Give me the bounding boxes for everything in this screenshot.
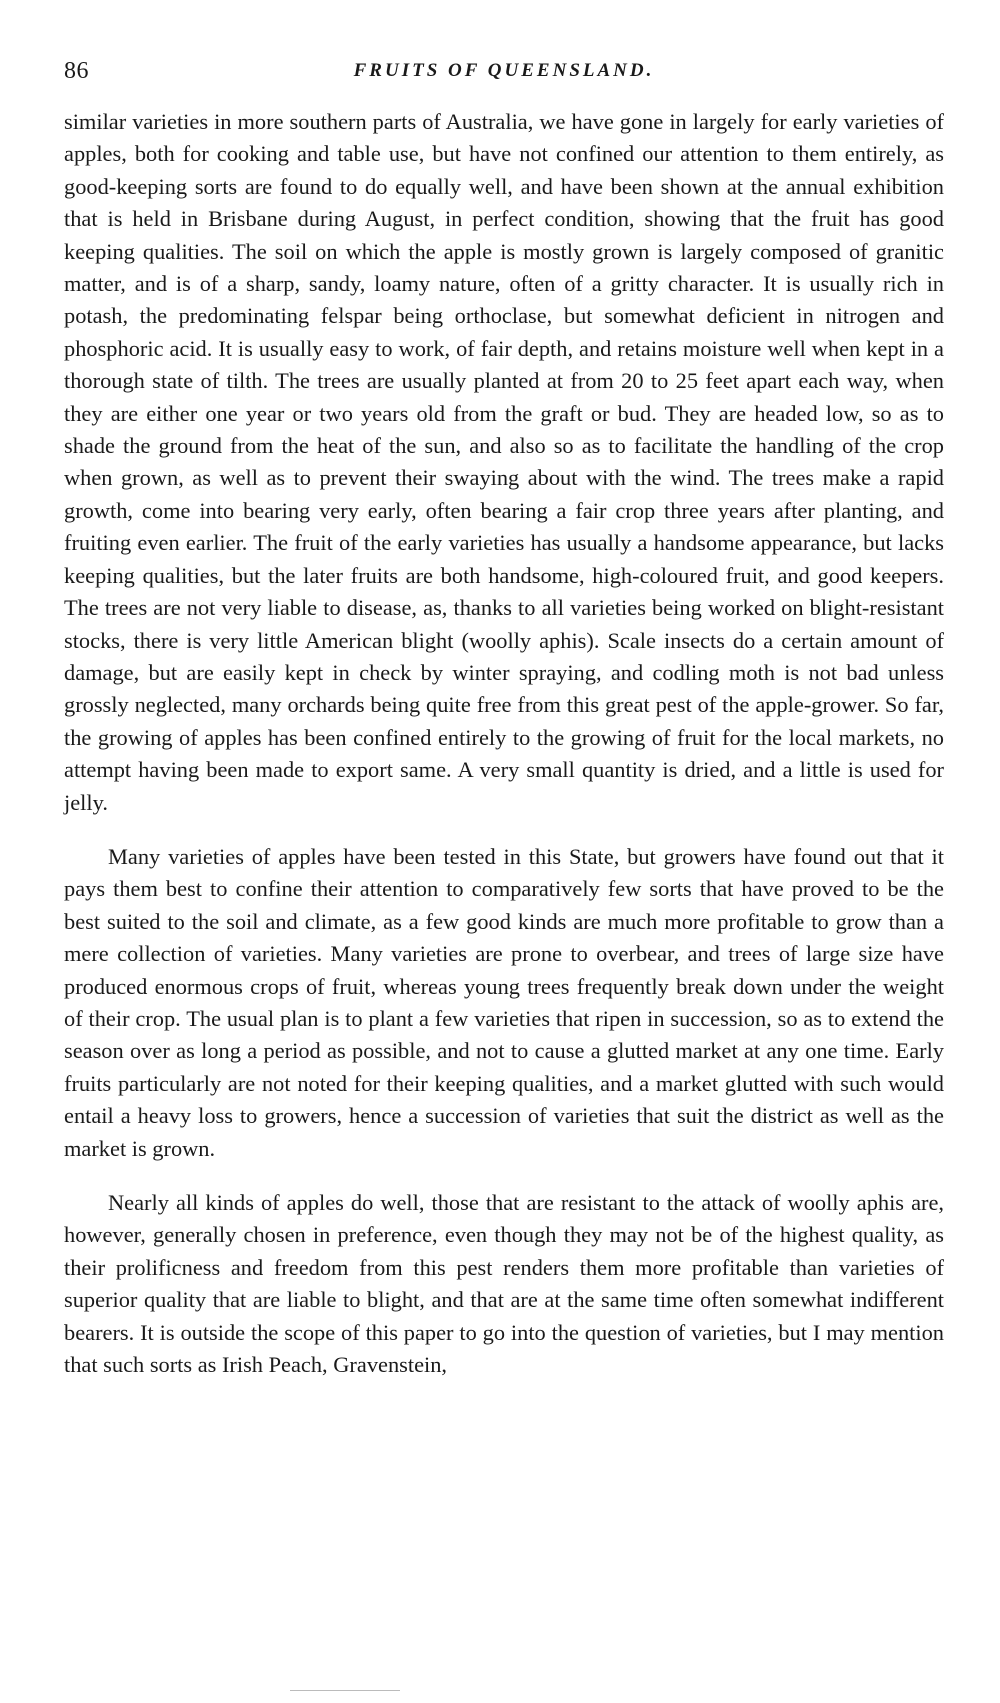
running-title: FRUITS OF QUEENSLAND. <box>353 60 655 81</box>
paragraph-continued: similar varieties in more southern parts of Australia, we have gone in largely for early varieties of apples, both for cooking and table use, but have not confined our attention to them entirely, as good-keeping sorts are found to do equally well, and have been shown at the annual exhibition that is held in Brisbane during August, in perfect condition, showing that the fruit has good keeping qualities. The soil on which the apple is mostly grown is largely composed of granitic matter, and is of a sharp, sandy, loamy nature, often of a gritty character. It is usually rich in potash, the predominating felspar being orthoclase, but somewhat deficient in nitrogen and phosphoric acid. It is usually easy to work, of fair depth, and retains moisture well when kept in a thorough state of tilth. The trees are usually planted at from 20 to 25 feet apart each way, when they are either one year or two years old from the graft or bud. They are headed low, so as to shade the ground from the heat of the sun, and also so as to facilitate the handling of the crop when grown, as well as to prevent their swaying about with the wind. The trees make a rapid growth, come into bearing very early, often bearing a fair crop three years after planting, and fruiting even earlier. The fruit of the early varieties has usually a handsome appearance, but lacks keeping qualities, but the later fruits are both handsome, high-coloured fruit, and good keepers. The trees are not very liable to disease, as, thanks to all varieties being worked on blight-resistant stocks, there is very little American blight (woolly aphis). Scale insects do a certain amount of damage, but are easily kept in check by winter spraying, and codling moth is not bad unless grossly neglected, many orchards being quite free from this great pest of the apple-grower. So far, the growing of apples has been confined entirely to the growing of fruit for the local markets, no attempt having been made to export same. A very small quantity is dried, and a little is used for jelly. <box>64 109 944 815</box>
paragraph-woolly-aphis: Nearly all kinds of apples do well, those that are resistant to the attack of woolly aphis are, however, generally chosen in preference, even though they may not be of the highest quality, as their prolificness and freedom from this pest renders them more profitable than varieties of superior quality that are liable to blight, and that are at the same time often somewhat indifferent bearers. It is outside the scope of this paper to go into the question of varieties, but I may mention that such sorts as Irish Peach, Gravenstein, <box>64 1190 944 1378</box>
paragraph-varieties-tested: Many varieties of apples have been tested in this State, but growers have found out that it pays them best to confine their attention to comparatively few sorts that have proved to be the best suited to the soil and climate, as a few good kinds are much more profitable to grow than a mere collection of varieties. Many varieties are prone to overbear, and trees of large size have produced enormous crops of fruit, whereas young trees frequently break down under the weight of their crop. The usual plan is to plant a few varieties that ripen in succession, so as to extend the season over as long a period as possible, and not to cause a glutted market at any one time. Early fruits particularly are not noted for their keeping qualities, and a market glutted with such would entail a heavy loss to growers, hence a succession of varieties that suit the district as well as the market is grown. <box>64 843 944 1161</box>
book-page <box>64 52 944 1381</box>
running-head <box>64 52 944 88</box>
page-number: 86 <box>64 58 89 84</box>
bottom-rule <box>290 1690 400 1691</box>
